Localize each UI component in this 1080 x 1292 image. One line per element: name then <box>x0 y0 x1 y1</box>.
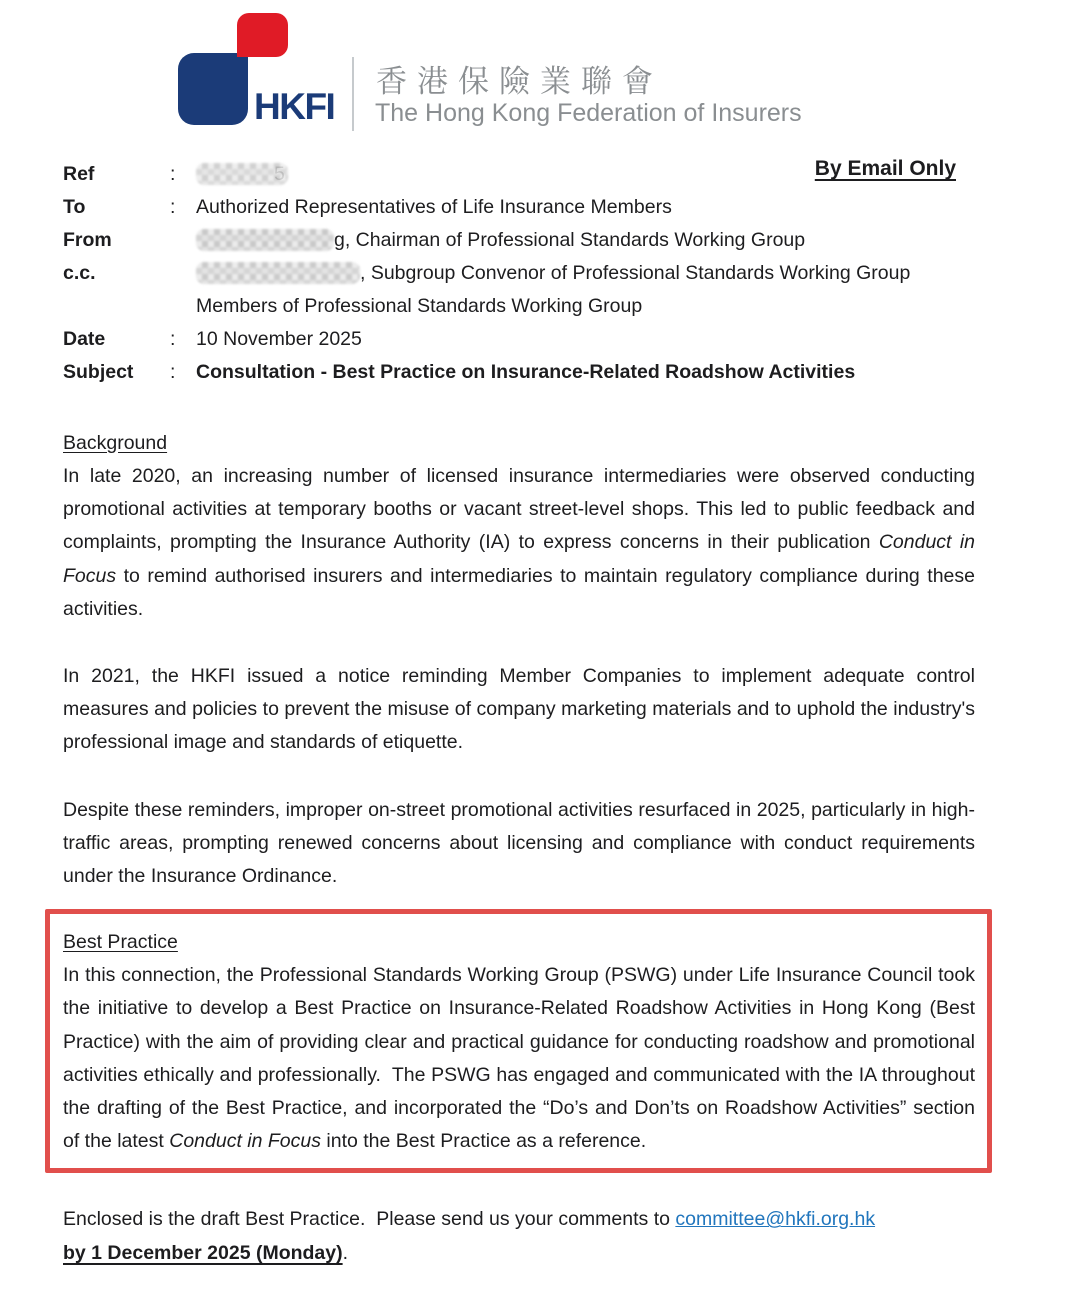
letterhead-divider <box>352 57 354 131</box>
field-colon <box>170 224 196 257</box>
background-paragraph-1 <box>63 460 975 626</box>
field-row-subject <box>63 356 975 389</box>
closing-text: Enclosed is the draft Best Practice. Please send us your comments to <box>63 1208 676 1231</box>
from-text: g, Chairman of Professional Standards Working Group <box>334 229 806 251</box>
hkfi-logo-blue-square <box>178 53 248 125</box>
cc-text: , Subgroup Convenor of Professional Standards Working Group <box>360 262 911 284</box>
email-link[interactable]: committee@hkfi.org.hk <box>675 1208 876 1231</box>
field-label: To <box>63 196 86 218</box>
conduct-in-focus-italic: Conduct in Focus <box>169 1130 321 1153</box>
redacted-ref-number <box>196 163 288 185</box>
field-colon <box>170 290 196 323</box>
best-practice-paragraph <box>63 959 975 1158</box>
field-row-to <box>63 191 975 224</box>
org-name-chinese: 香港保險業聯會 <box>376 64 663 99</box>
background-section <box>63 427 975 893</box>
field-label: Date <box>63 328 106 350</box>
field-colon: : <box>170 163 176 185</box>
field-label: From <box>63 229 112 251</box>
field-value: Authorized Representatives of Life Insurance Members <box>196 196 672 218</box>
field-value <box>196 224 975 257</box>
paragraph-text: to remind authorised insurers and intermediaries to maintain regulatory compliance during these activities. <box>63 564 975 620</box>
field-label: c.c. <box>63 262 96 284</box>
field-row-cc <box>63 257 975 290</box>
best-practice-highlight-box <box>45 909 992 1173</box>
field-colon <box>170 257 196 290</box>
field-label <box>63 290 170 323</box>
redacted-from-name <box>196 229 334 251</box>
org-name-english: The Hong Kong Federation of Insurers <box>375 99 802 127</box>
field-row-from <box>63 224 975 257</box>
header-fields <box>63 158 975 389</box>
background-heading: Background <box>63 432 168 454</box>
deadline-text: by 1 December 2025 (Monday) <box>63 1241 343 1264</box>
paragraph-text: In this connection, the Professional Standards Working Group (PSWG) under Life Insurance Council took the initiative to develop a Best Practice on Insurance-Related Roadshow Activities in Hong Kong (Best Practice) with the aim of providing clear and practical guidance for conducting roadshow and promotional activities ethically and professionally. The PSWG has engaged and communicated with the IA throughout the drafting of the Best Practice, and incorporated the “Do’s and Don’ts on Roadshow Activities” section of the latest <box>63 964 975 1153</box>
background-paragraph-2: In 2021, the HKFI issued a notice reminding Member Companies to implement adequate control measures and policies to prevent the misuse of company marketing materials and to uphold the industry's professional image and standards of etiquette. <box>63 665 975 754</box>
letterhead <box>0 0 1080 150</box>
field-value <box>196 257 975 290</box>
field-label: Ref <box>63 163 95 185</box>
closing-paragraph <box>63 1203 975 1269</box>
field-colon: : <box>170 196 176 218</box>
field-colon: : <box>170 328 176 350</box>
field-value: 10 November 2025 <box>196 328 362 350</box>
best-practice-heading: Best Practice <box>63 931 178 954</box>
by-email-only-badge: By Email Only <box>814 157 956 180</box>
field-colon: : <box>170 361 176 383</box>
field-value: Members of Professional Standards Working Group <box>196 295 643 317</box>
paragraph-text: In late 2020, an increasing number of licensed insurance intermediaries were observed conducting promotional activities at temporary booths or vacant street-level shops. This led to public feedback and complaints, prompting the Insurance Authority (IA) to express concerns in their publication <box>63 465 975 554</box>
closing-period: . <box>342 1241 349 1264</box>
subject-value: Consultation - Best Practice on Insurance-Related Roadshow Activities <box>196 361 856 383</box>
paragraph-text: into the Best Practice as a reference. <box>320 1130 647 1153</box>
hkfi-logo-acronym: HKFI <box>248 85 337 127</box>
field-row-date <box>63 323 975 356</box>
background-paragraph-3: Despite these reminders, improper on-street promotional activities resurfaced in 2025, particularly in high-traffic areas, prompting renewed concerns about licensing and compliance with conduct requirements under the Insurance Ordinance. <box>63 798 975 888</box>
conduct-in-focus-italic: Conduct in Focus <box>63 531 976 587</box>
redacted-cc-name <box>196 262 360 284</box>
field-row-cc-line2 <box>63 290 975 323</box>
hkfi-logo-red-square <box>237 13 288 57</box>
field-label: Subject <box>63 361 134 383</box>
